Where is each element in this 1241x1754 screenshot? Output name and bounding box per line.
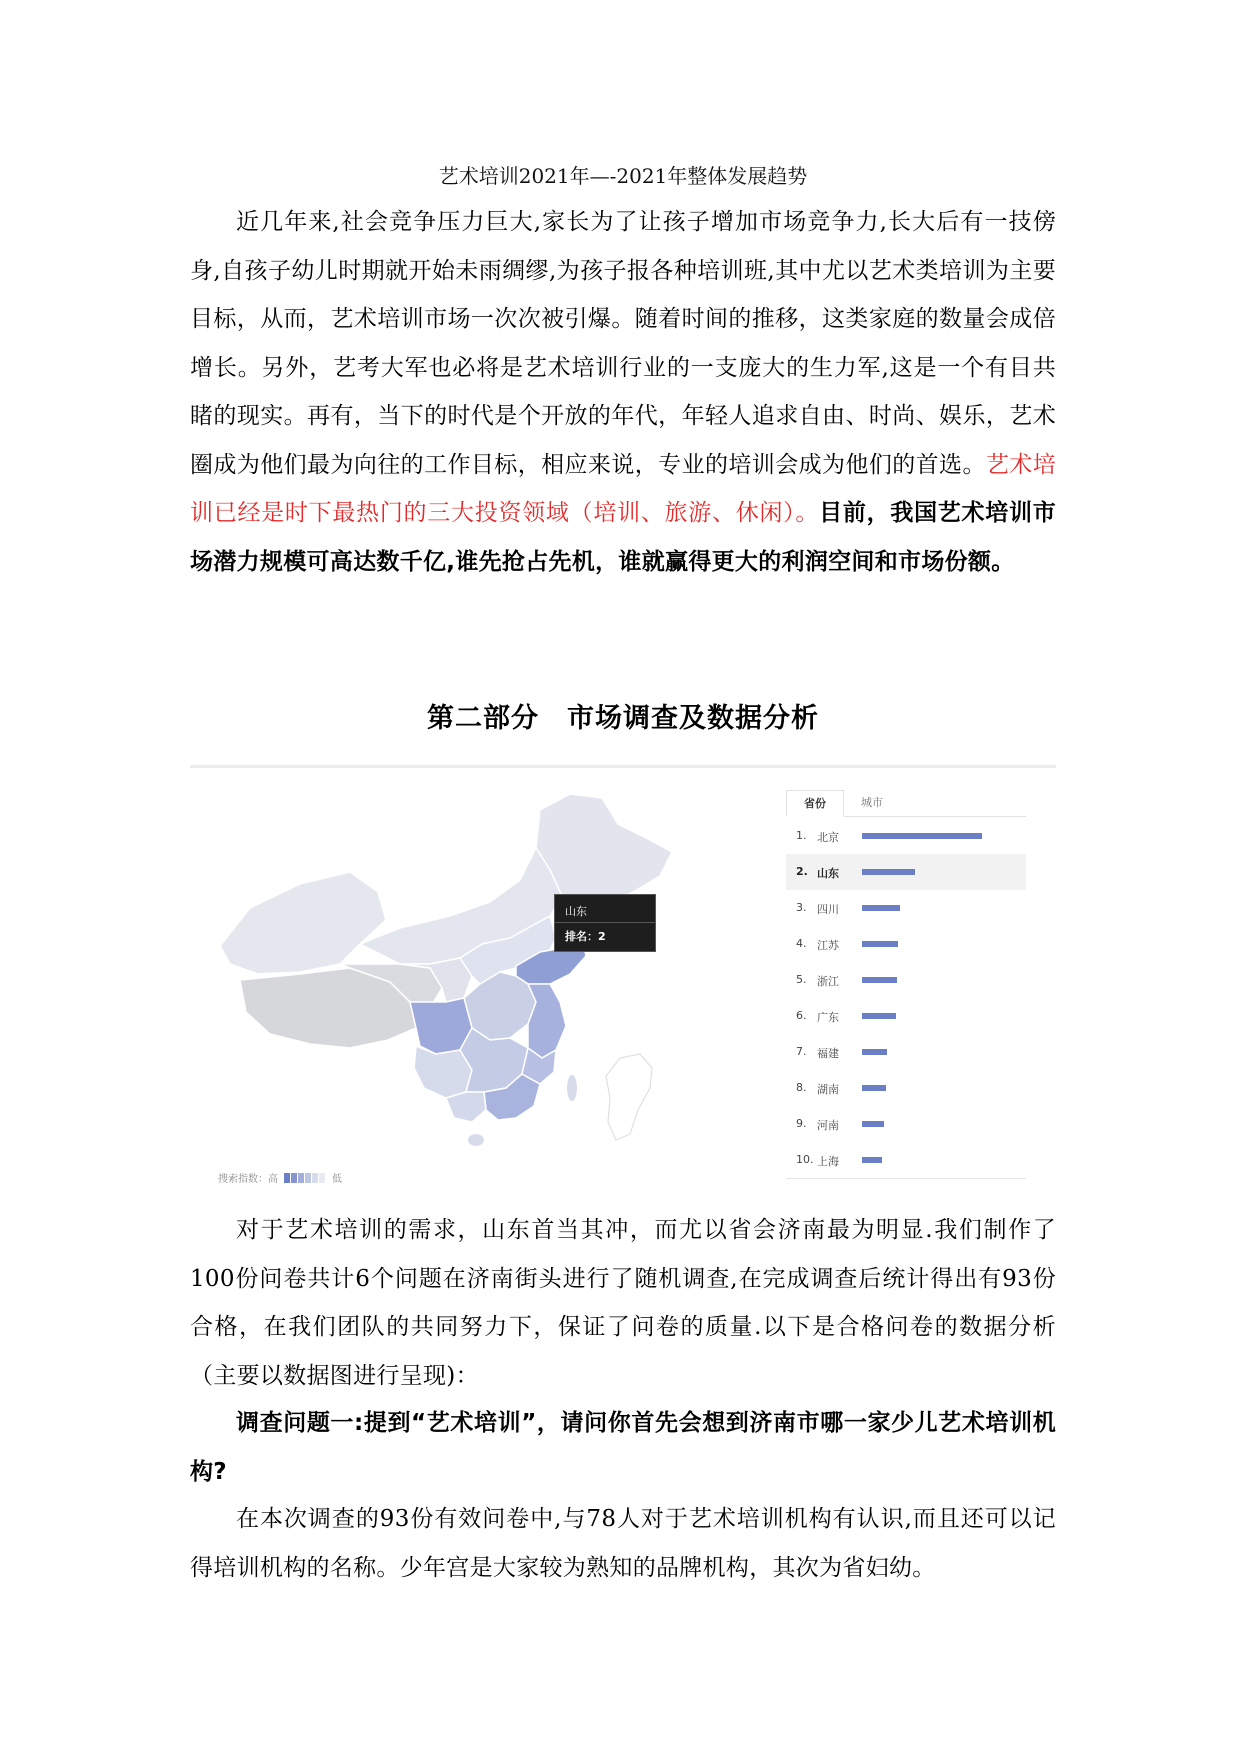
ranking-province-name: 江苏 bbox=[817, 939, 839, 952]
map-region-jiangsu-zhejiang bbox=[528, 984, 566, 1058]
ranking-province-name: 山东 bbox=[817, 867, 839, 880]
ranking-row[interactable] bbox=[786, 818, 1026, 854]
ranking-province-name: 湖南 bbox=[817, 1083, 839, 1096]
tab-province[interactable]: 省份 bbox=[786, 790, 844, 817]
ranking-row[interactable] bbox=[786, 1106, 1026, 1142]
legend-swatch bbox=[319, 1173, 325, 1183]
ranking-row[interactable] bbox=[786, 890, 1026, 926]
tab-city[interactable]: 城市 bbox=[861, 796, 883, 809]
ranking-bar bbox=[862, 1157, 882, 1163]
intro-highlight-red: 艺术培训已经是时下最热门的三大投资领域（培训、旅游、休闲）。 bbox=[190, 451, 1056, 526]
ranking-bar bbox=[862, 977, 897, 983]
legend-swatch bbox=[298, 1173, 304, 1183]
map-south-sea-islands bbox=[606, 1054, 652, 1140]
ranking-bar bbox=[862, 1085, 886, 1091]
legend-swatch bbox=[305, 1173, 311, 1183]
ranking-province-name: 北京 bbox=[817, 831, 839, 844]
ranking-row[interactable] bbox=[786, 998, 1026, 1034]
map-legend bbox=[218, 1170, 342, 1185]
section-divider bbox=[190, 765, 1056, 768]
ranking-province-name: 福建 bbox=[817, 1047, 839, 1060]
intro-highlight-bold: 目前，我国艺术培训市场潜力规模可高达数千亿,谁先抢占先机，谁就赢得更大的利润空间和市场份额。 bbox=[190, 500, 1057, 575]
ranking-bar bbox=[862, 1013, 896, 1019]
map-region-xinjiang bbox=[220, 872, 386, 974]
ranking-bar bbox=[862, 1121, 884, 1127]
ranking-province-name: 上海 bbox=[817, 1155, 839, 1168]
china-map bbox=[210, 788, 680, 1168]
ranking-number: 9. bbox=[796, 1117, 807, 1130]
ranking-number: 6. bbox=[796, 1009, 807, 1022]
ranking-number: 2. bbox=[796, 865, 808, 878]
question-one-heading: 调查问题一:提到“艺术培训”，请问你首先会想到济南市哪一家少儿艺术培训机构? bbox=[190, 1410, 1056, 1485]
ranking-row[interactable] bbox=[786, 1034, 1026, 1070]
ranking-row[interactable] bbox=[786, 1070, 1026, 1106]
ranking-bar bbox=[862, 1049, 887, 1055]
ranking-list bbox=[786, 818, 1026, 1178]
ranking-province-name: 河南 bbox=[817, 1119, 839, 1132]
section-heading: 第二部分 市场调查及数据分析 bbox=[427, 703, 819, 734]
ranking-province-name: 广东 bbox=[817, 1011, 839, 1024]
tooltip-rank: 排名：2 bbox=[565, 930, 606, 943]
ranking-row[interactable] bbox=[786, 926, 1026, 962]
ranking-province-name: 浙江 bbox=[817, 975, 839, 988]
ranking-tabs bbox=[786, 790, 1026, 817]
ranking-number: 3. bbox=[796, 901, 807, 914]
answer-paragraph: 在本次调查的93份有效问卷中,与78人对于艺术培训机构有认识,而且还可以记得培训机构的名称。少年宫是大家较为熟知的品牌机构，其次为省妇幼。 bbox=[190, 1506, 1056, 1581]
legend-swatch bbox=[284, 1173, 290, 1183]
intro-paragraph bbox=[190, 198, 1056, 586]
ranking-number: 10. bbox=[796, 1153, 814, 1166]
map-tooltip bbox=[554, 894, 656, 952]
survey-paragraph: 对于艺术培训的需求，山东首当其冲，而尤以省会济南最为明显.我们制作了100份问卷共计6个问题在济南街头进行了随机调查,在完成调查后统计得出有93份合格，在我们团队的共同努力下，保证了问卷的质量.以下是合格问卷的数据分析（主要以数据图进行呈现)： bbox=[190, 1217, 1056, 1389]
ranking-bar bbox=[862, 941, 898, 947]
ranking-number: 4. bbox=[796, 937, 807, 950]
tooltip-province: 山东 bbox=[565, 905, 587, 918]
ranking-number: 5. bbox=[796, 973, 807, 986]
map-region-hainan bbox=[468, 1134, 484, 1146]
search-index-figure bbox=[190, 778, 1056, 1198]
tooltip-divider bbox=[555, 922, 655, 923]
ranking-number: 8. bbox=[796, 1081, 807, 1094]
legend-low-label: 低 bbox=[332, 1174, 342, 1185]
document-title: 艺术培训2021年—-2021年整体发展趋势 bbox=[438, 164, 808, 188]
ranking-number: 1. bbox=[796, 829, 807, 842]
ranking-bar bbox=[862, 833, 982, 839]
legend-high-label: 搜索指数：高 bbox=[218, 1174, 278, 1185]
legend-swatch bbox=[291, 1173, 297, 1183]
ranking-province-name: 四川 bbox=[817, 903, 839, 916]
ranking-number: 7. bbox=[796, 1045, 807, 1058]
ranking-panel bbox=[786, 790, 1026, 1182]
map-region-taiwan bbox=[567, 1075, 577, 1101]
ranking-bar bbox=[862, 905, 900, 911]
ranking-row[interactable] bbox=[786, 962, 1026, 998]
panel-bottom-rule bbox=[786, 1178, 1026, 1179]
ranking-row[interactable] bbox=[786, 1142, 1026, 1178]
ranking-bar bbox=[862, 869, 915, 875]
intro-text: 近几年来,社会竞争压力巨大,家长为了让孩子增加市场竞争力,长大后有一技傍身,自孩子幼儿时期就开始未雨绸缪,为孩子报各种培训班,其中尤以艺术类培训为主要目标，从而，艺术培训市场一次次被引爆。随着时间的推移，这类家庭的数量会成倍增长。另外，艺考大军也必将是艺术培训行业的一支庞大的生力军,这是一个有目共睹的现实。再有，当下的时代是个开放的年代，年轻人追求自由、时尚、娱乐，艺术圈成为他们最为向往的工作目标，相应来说，专业的培训会成为他们的首选。 bbox=[190, 209, 1056, 478]
ranking-row[interactable] bbox=[786, 854, 1026, 890]
map-region-guangxi bbox=[446, 1092, 486, 1122]
legend-swatch bbox=[312, 1173, 318, 1183]
